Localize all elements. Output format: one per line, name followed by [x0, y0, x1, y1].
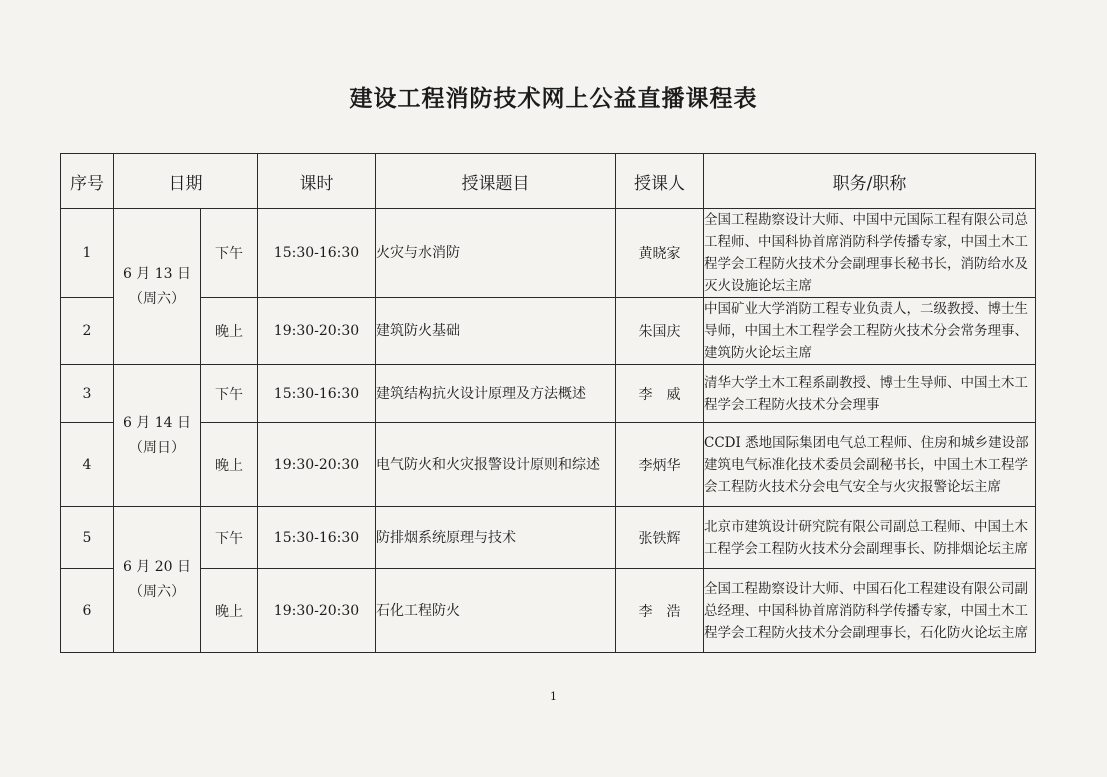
weekday-label: （周六）	[129, 583, 185, 600]
weekday-label: （周六）	[129, 290, 185, 307]
table-row	[61, 569, 1036, 653]
period-cell: 晚上	[201, 569, 258, 653]
header-row	[61, 154, 1036, 209]
time-cell: 15:30-16:30	[258, 365, 376, 423]
time-cell: 19:30-20:30	[258, 423, 376, 507]
date-label: 6 月 20 日	[122, 558, 192, 575]
time-cell: 19:30-20:30	[258, 569, 376, 653]
time-cell: 19:30-20:30	[258, 298, 376, 365]
row-number: 3	[61, 365, 114, 423]
period-cell: 下午	[201, 365, 258, 423]
topic-cell: 火灾与水消防	[376, 209, 616, 298]
topic-cell: 建筑防火基础	[376, 298, 616, 365]
period-cell: 下午	[201, 507, 258, 569]
position-cell: 北京市建筑设计研究院有限公司副总工程师、中国土木工程学会工程防火技术分会副理事长、防排烟论坛主席	[704, 507, 1036, 569]
date-cell	[114, 209, 201, 365]
header-date: 日期	[114, 154, 258, 209]
header-position: 职务/职称	[704, 154, 1036, 209]
topic-cell: 电气防火和火灾报警设计原则和综述	[376, 423, 616, 507]
lecturer-cell: 李 浩	[616, 569, 704, 653]
topic-cell: 建筑结构抗火设计原理及方法概述	[376, 365, 616, 423]
lecturer-cell: 李炳华	[616, 423, 704, 507]
lecturer-cell: 朱国庆	[616, 298, 704, 365]
table-row	[61, 507, 1036, 569]
schedule-table	[60, 153, 1036, 653]
position-cell: 全国工程勘察设计大师、中国中元国际工程有限公司总工程师、中国科协首席消防科学传播专家，中国土木工程学会工程防火技术分会副理事长秘书长，消防给水及灭火设施论坛主席	[704, 209, 1036, 298]
row-number: 4	[61, 423, 114, 507]
row-number: 5	[61, 507, 114, 569]
topic-cell: 防排烟系统原理与技术	[376, 507, 616, 569]
table-row	[61, 209, 1036, 298]
lecturer-cell: 张铁辉	[616, 507, 704, 569]
weekday-label: （周日）	[129, 439, 185, 456]
lecturer-cell: 李 威	[616, 365, 704, 423]
period-cell: 晚上	[201, 423, 258, 507]
date-cell	[114, 365, 201, 507]
table-row	[61, 423, 1036, 507]
row-number: 6	[61, 569, 114, 653]
topic-cell: 石化工程防火	[376, 569, 616, 653]
page-number: 1	[550, 690, 557, 703]
header-lecturer: 授课人	[616, 154, 704, 209]
row-number: 2	[61, 298, 114, 365]
date-label: 6 月 14 日	[122, 414, 192, 431]
time-cell: 15:30-16:30	[258, 209, 376, 298]
date-cell	[114, 507, 201, 653]
period-cell: 晚上	[201, 298, 258, 365]
position-cell: CCDI 悉地国际集团电气总工程师、住房和城乡建设部建筑电气标准化技术委员会副秘书长，中国土木工程学会工程防火技术分会电气安全与火灾报警论坛主席	[704, 423, 1036, 507]
position-cell: 中国矿业大学消防工程专业负责人，二级教授、博士生导师，中国土木工程学会工程防火技术分会常务理事、建筑防火论坛主席	[704, 298, 1036, 365]
header-topic: 授课题目	[376, 154, 616, 209]
lecturer-cell: 黄晓家	[616, 209, 704, 298]
table-row	[61, 365, 1036, 423]
header-time: 课时	[258, 154, 376, 209]
page-title: 建设工程消防技术网上公益直播课程表	[349, 86, 758, 112]
position-cell: 全国工程勘察设计大师、中国石化工程建设有限公司副总经理、中国科协首席消防科学传播专家，中国土木工程学会工程防火技术分会副理事长，石化防火论坛主席	[704, 569, 1036, 653]
position-cell: 清华大学土木工程系副教授、博士生导师、中国土木工程学会工程防火技术分会理事	[704, 365, 1036, 423]
time-cell: 15:30-16:30	[258, 507, 376, 569]
table-row	[61, 298, 1036, 365]
period-cell: 下午	[201, 209, 258, 298]
date-label: 6 月 13 日	[122, 265, 192, 282]
header-no: 序号	[61, 154, 114, 209]
row-number: 1	[61, 209, 114, 298]
